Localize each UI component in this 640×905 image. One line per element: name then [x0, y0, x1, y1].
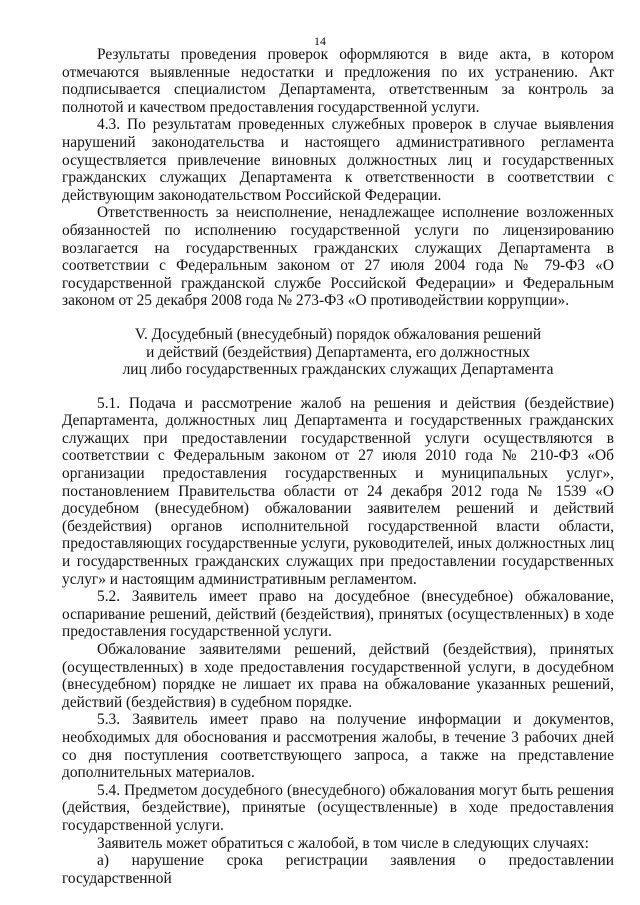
paragraph-appeal-rights: Обжалование заявителями решений, действий (бездействия), принятых (осуществленных) в ходе предоставления государственной услуги, в досудебном (внесудебном) порядке не лишает их права на обжалование указанных решений, действий (бездействия) в судебном порядке. — [62, 641, 614, 711]
page-number: 14 — [314, 34, 326, 48]
paragraph-4-3: 4.3. По результатам проведенных служебных проверок в случае выявления нарушений законодательства и настоящего административного регламента осуществляется привлечение виновных должностных лиц и государственных гражданских служащих Департамента к ответственности в соответствии с действующим законодательством Российской Федерации. — [62, 116, 614, 204]
paragraph-responsibility: Ответственность за неисполнение, ненадлежащее исполнение возложенных обязанностей по исполнению государственной услуги по лицензированию возлагается на государственных гражданских служащих Департамента в соответствии с Федеральным законом от 27 июля 2004 года № 79-ФЗ «О государственной гражданской службе Российской Федерации» и Федеральным законом от 25 декабря 2008 года № 273-ФЗ «О противодействии коррупции». — [62, 204, 614, 310]
paragraph-5-2: 5.2. Заявитель имеет право на досудебное (внесудебное) обжалование, оспаривание решений, действий (бездействия), принятых (осуществленных) в ходе предоставления государственной услуги. — [62, 588, 614, 641]
section-title — [62, 326, 614, 379]
paragraph-inspection-results: Результаты проведения проверок оформляются в виде акта, в котором отмечаются выявленные недостатки и предложения по их устранению. Акт подписывается специалистом Департамента, ответственным за контроль за полнотой и качеством предоставления государственной услуги. — [62, 46, 614, 116]
paragraph-complaint-cases: Заявитель может обратиться с жалобой, в том числе в следующих случаях: — [97, 834, 589, 852]
paragraph-5-3: 5.3. Заявитель имеет право на получение информации и документов, необходимых для обоснования и рассмотрения жалобы, в течение 3 рабочих дней со дня поступления соответствующего запроса, а также на представление дополнительных материалов. — [62, 711, 614, 782]
paragraph-5-1: 5.1. Подача и рассмотрение жалоб на решения и действия (бездействие) Департамента, должностных лиц Департамента и государственных гражданских служащих при предоставлении государственной услуги осуществляются в соответствии с Федеральным законом от 27 июля 2010 года № 210-ФЗ «Об организации предоставления государственных и муниципальных услуг», постановлением Правительства области от 24 декабря 2012 года № 1539 «О досудебном (внесудебном) обжаловании заявителем решений и действий (бездействия) органов исполнительной государственной власти области, предоставляющих государственные услуги, руководителей, иных должностных лиц и государственных гражданских служащих при предоставлении государственных услуг» и настоящим административным регламентом. — [62, 394, 614, 588]
paragraph-5-4: 5.4. Предметом досудебного (внесудебного) обжалования могут быть решения (действия, бездействие), принятые (осуществленные) в ходе предоставления государственной услуги. — [62, 781, 614, 834]
section-title-line: V. Досудебный (внесудебный) порядок обжалования решений — [134, 325, 542, 343]
paragraph-case-a: а) нарушение срока регистрации заявления о предоставлении государственной — [62, 852, 614, 887]
section-title-line: лиц либо государственных гражданских служащих Департамента — [122, 361, 554, 379]
document-body — [62, 46, 614, 887]
section-title-line: и действий (бездействия) Департамента, его должностных — [146, 343, 530, 361]
